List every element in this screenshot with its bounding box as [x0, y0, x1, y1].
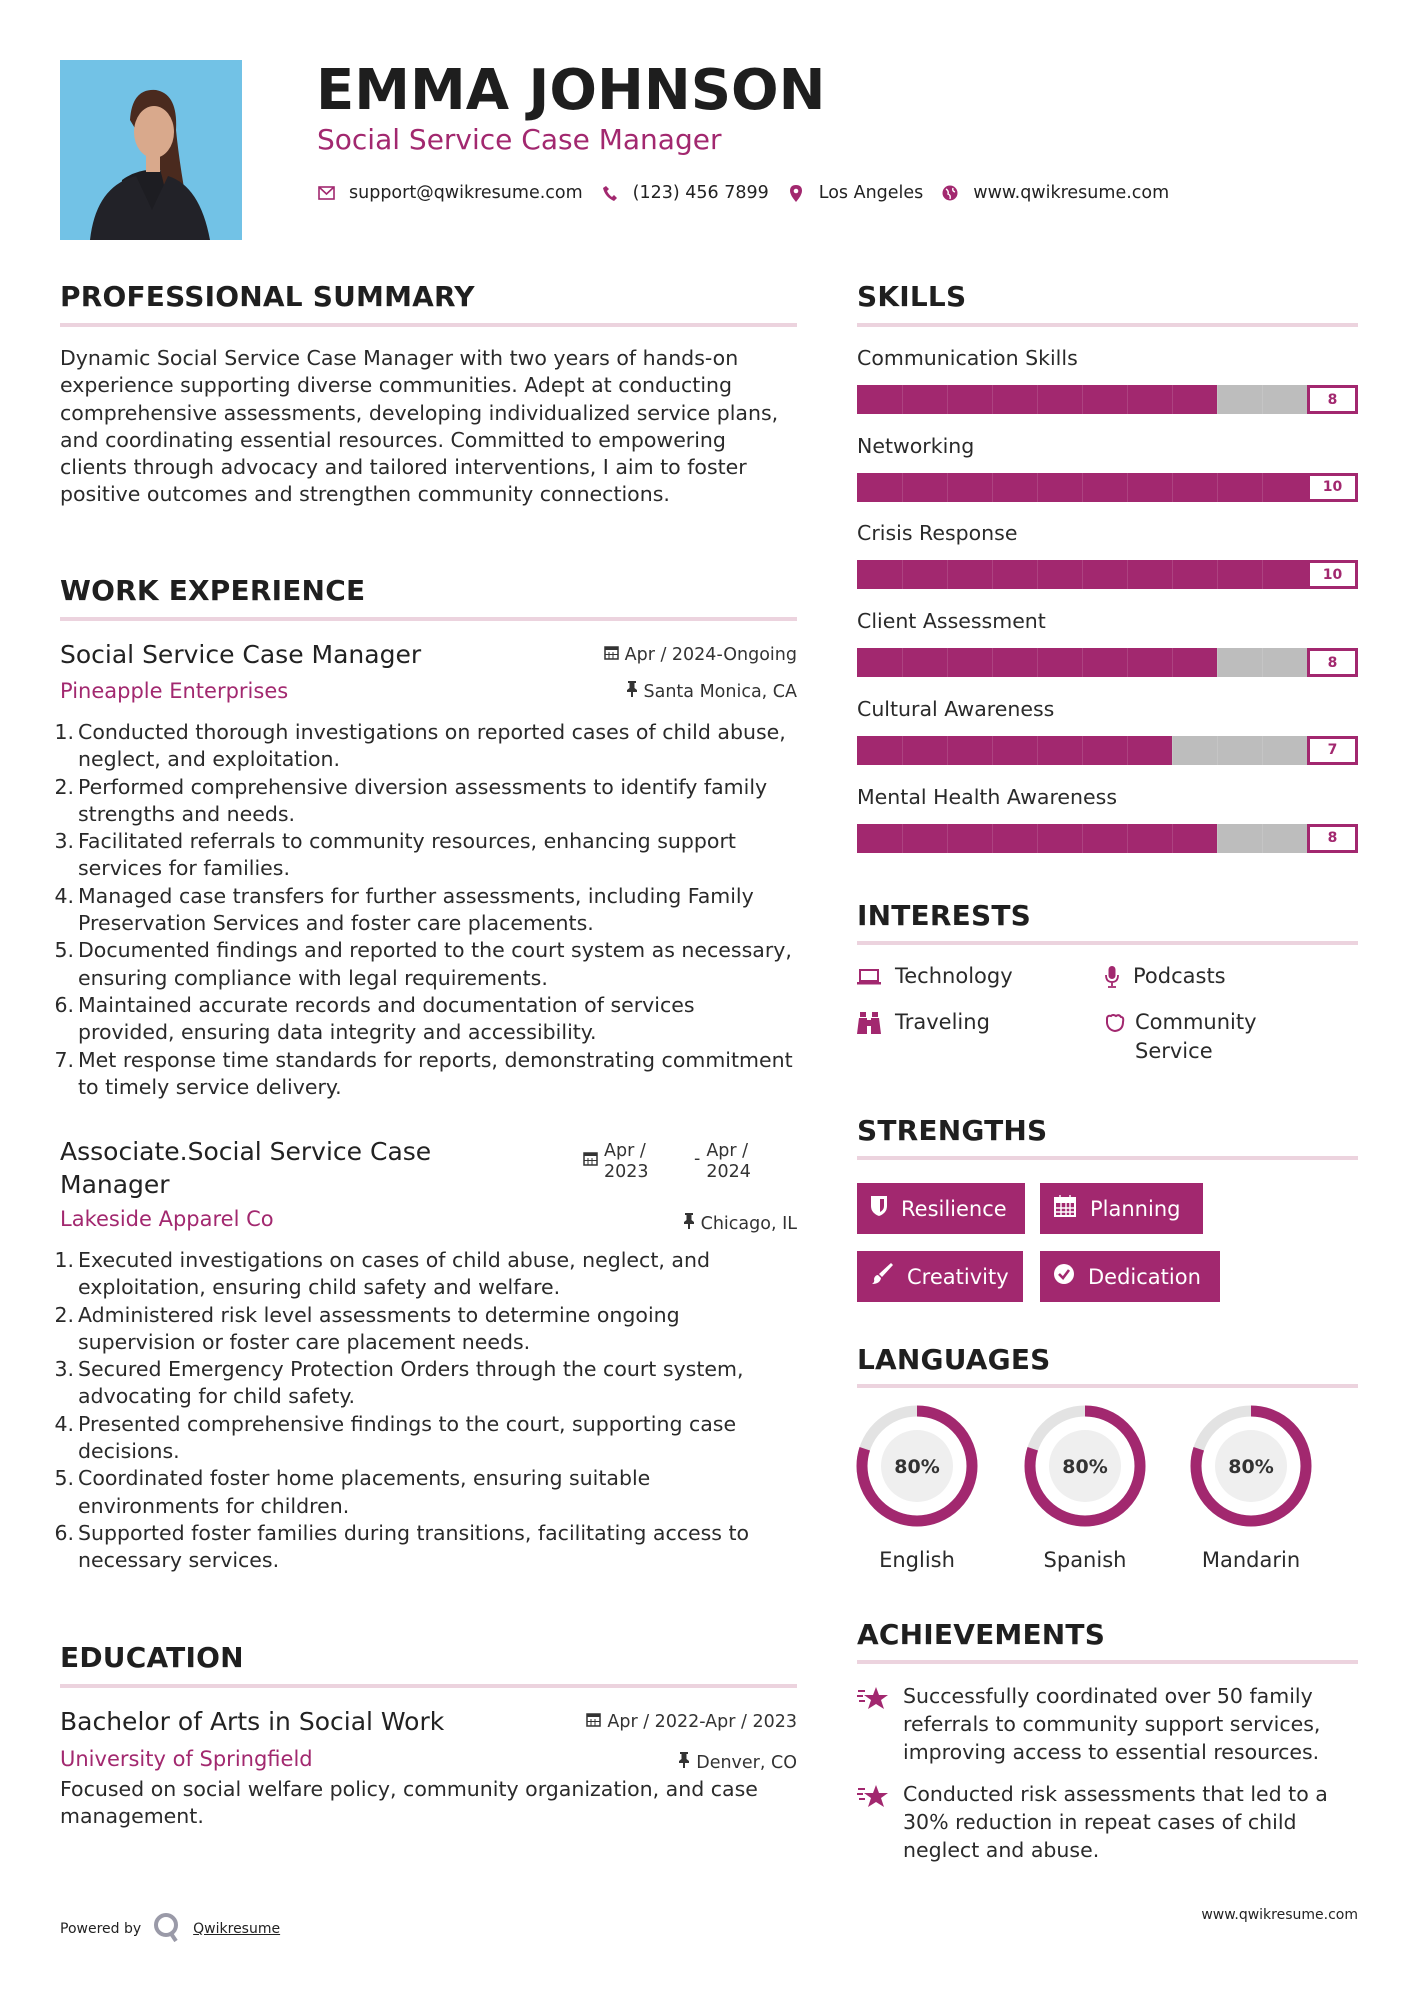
skill-bar-segment	[1217, 385, 1218, 414]
duty-number: 4.	[54, 883, 74, 908]
skill-bar-segment	[992, 385, 993, 414]
footer-brand	[60, 1912, 280, 1946]
skill-bar-segment	[1127, 736, 1128, 765]
job-date-separator: -	[694, 1149, 701, 1169]
interest-item	[857, 1008, 990, 1037]
qwikresume-link[interactable]: Qwikresume	[193, 1921, 281, 1937]
skill-label: Client Assessment	[857, 609, 1046, 634]
skill-bar-segment	[1082, 736, 1083, 765]
contact-location: Los Angeles	[818, 183, 924, 203]
education-divider	[60, 1684, 797, 1688]
pushpin-icon	[683, 1212, 695, 1236]
skills-divider	[857, 323, 1358, 327]
strength-label: Planning	[1090, 1196, 1181, 1221]
skill-bar-segment	[902, 473, 903, 502]
languages-heading: LANGUAGES	[857, 1343, 1051, 1376]
skill-bar-segment	[1037, 824, 1038, 853]
education-entry	[60, 1705, 797, 1831]
skill-bar-segment	[992, 648, 993, 677]
job-company: Pineapple Enterprises	[60, 679, 289, 703]
language-ring	[855, 1404, 979, 1528]
skill-bar-segment	[1217, 560, 1218, 589]
duty-text: Performed comprehensive diversion assessments to identify family strengths and needs.	[78, 774, 768, 826]
duty-number: 5.	[54, 1466, 74, 1491]
experience-divider	[60, 617, 797, 621]
skill-bar-segment	[992, 560, 993, 589]
skill-bar-segment	[1082, 560, 1083, 589]
duty-item	[54, 774, 797, 829]
skill-score: 10	[1307, 473, 1358, 502]
skill-bar-segment	[1082, 385, 1083, 414]
education-date-text: Apr / 2022-Apr / 2023	[607, 1712, 797, 1732]
job-date-end: Apr / 2024	[706, 1141, 751, 1182]
skill-bar-segment	[947, 824, 948, 853]
skill-bar-segment	[1262, 560, 1263, 589]
interest-item	[1105, 1008, 1305, 1066]
duty-text: Maintained accurate records and documentation of services provided, ensuring data integrity and accessibility.	[78, 992, 695, 1045]
skill-bar-segment	[947, 736, 948, 765]
skill-bar-segment	[992, 736, 993, 765]
star-award-icon	[857, 1683, 903, 1766]
achievements-list	[857, 1683, 1358, 1865]
duty-item	[54, 992, 797, 1047]
job-date	[583, 1141, 762, 1183]
strength-tag	[1040, 1251, 1220, 1302]
contact-bar	[317, 181, 1187, 205]
footer-website[interactable]: www.qwikresume.com	[1201, 1907, 1358, 1923]
interests-divider	[857, 941, 1358, 945]
powered-by-text: Powered by	[60, 1921, 142, 1937]
degree: Bachelor of Arts in Social Work	[60, 1707, 445, 1736]
education-heading: EDUCATION	[60, 1641, 244, 1674]
strengths-divider	[857, 1156, 1358, 1160]
skill-label: Networking	[857, 433, 975, 458]
skill-label: Communication Skills	[857, 346, 1078, 370]
strength-label: Creativity	[907, 1264, 1009, 1289]
skill-bar-fill	[857, 736, 1172, 765]
skill-bar-segment	[1082, 824, 1083, 853]
interest-item	[1105, 962, 1226, 991]
contact-email[interactable]: support@qwikresume.com	[349, 183, 583, 203]
language-item	[1023, 1404, 1147, 1574]
skill-bar-segment	[1262, 473, 1263, 502]
skill-score: 8	[1307, 385, 1358, 414]
language-label: Spanish	[1043, 1548, 1127, 1572]
skill-bar-segment	[1082, 473, 1083, 502]
skill-bar-segment	[1082, 648, 1083, 677]
duty-item	[54, 937, 797, 992]
duty-number: 6.	[54, 1520, 74, 1545]
achievement-item	[857, 1683, 1358, 1766]
check-circle-icon	[1054, 1264, 1074, 1289]
language-item	[1189, 1404, 1313, 1574]
job-location-text: Santa Monica, CA	[643, 682, 797, 702]
skill-bar-segment	[1127, 385, 1128, 414]
duty-text: Presented comprehensive findings to the court, supporting case decisions.	[78, 1411, 737, 1464]
skill-bar-segment	[902, 385, 903, 414]
microphone-icon	[1105, 962, 1123, 991]
job-date-text: Apr / 2024-Ongoing	[624, 645, 797, 665]
duty-text: Conducted thorough investigations on reported cases of child abuse, neglect, and exploitation.	[78, 720, 786, 772]
interest-label: Traveling	[895, 1010, 990, 1034]
skill-bar-segment	[902, 560, 903, 589]
skill-bar-segment	[1217, 648, 1218, 677]
education-location	[678, 1751, 797, 1775]
skill-bar-segment	[992, 824, 993, 853]
skill-bar-segment	[1127, 473, 1128, 502]
job-entry	[54, 638, 797, 1101]
skill-bar-segment	[1217, 473, 1218, 502]
skill-bar	[857, 560, 1358, 589]
duty-item	[54, 1465, 797, 1520]
skills-heading: SKILLS	[857, 280, 967, 313]
globe-icon	[941, 184, 959, 202]
skill-bar-segment	[902, 824, 903, 853]
skill-bar-segment	[1037, 648, 1038, 677]
hand-fist-icon	[1105, 1008, 1125, 1037]
duty-item	[54, 828, 797, 883]
language-label: Mandarin	[1201, 1548, 1301, 1572]
summary-heading: PROFESSIONAL SUMMARY	[60, 280, 475, 313]
skill-bar	[857, 736, 1358, 765]
skill-bar	[857, 473, 1358, 502]
job-title: Social Service Case Manager	[60, 640, 422, 669]
strength-label: Resilience	[901, 1196, 1007, 1221]
laptop-icon	[857, 962, 885, 991]
duty-item	[54, 1302, 797, 1357]
skill-bar-segment	[1262, 385, 1263, 414]
achievement-text: Conducted risk assessments that led to a 30% reduction in repeat cases of child neglect and abuse.	[903, 1782, 1328, 1862]
achievements-heading: ACHIEVEMENTS	[857, 1618, 1106, 1651]
duty-item	[54, 883, 797, 938]
duty-number: 5.	[54, 938, 74, 963]
job-location	[683, 1212, 797, 1236]
skill-bar-segment	[902, 736, 903, 765]
phone-icon	[601, 184, 619, 202]
map-marker-icon	[787, 184, 805, 202]
skill-score: 8	[1307, 648, 1358, 677]
skill-bar	[857, 824, 1358, 853]
skill-bar-segment	[1127, 560, 1128, 589]
skill-bar-segment	[1127, 824, 1128, 853]
binoculars-icon	[857, 1008, 885, 1037]
skill-bar-segment	[1217, 736, 1218, 765]
strength-tag	[857, 1251, 1023, 1302]
interest-label: Community Service	[1135, 1010, 1257, 1063]
skill-bar	[857, 385, 1358, 414]
duty-text: Coordinated foster home placements, ensuring suitable environments for children.	[78, 1466, 651, 1518]
skill-bar-segment	[947, 648, 948, 677]
interests-heading: INTERESTS	[857, 899, 1031, 932]
calendar-icon	[583, 1151, 598, 1172]
skill-bar-segment	[1172, 648, 1173, 677]
language-ring	[1023, 1404, 1147, 1528]
duty-number: 3.	[54, 829, 74, 854]
skill-bar-segment	[1262, 824, 1263, 853]
job-date	[604, 643, 797, 667]
skill-bar-segment	[1172, 560, 1173, 589]
contact-phone[interactable]: (123) 456 7899	[632, 183, 769, 203]
skill-bar-segment	[1262, 736, 1263, 765]
duty-number: 6.	[54, 992, 74, 1017]
skill-label: Mental Health Awareness	[857, 784, 1118, 809]
strength-tag	[1040, 1183, 1203, 1234]
duty-item	[54, 719, 797, 774]
duty-number: 4.	[54, 1411, 74, 1436]
calendar-icon	[604, 643, 619, 667]
duty-text: Managed case transfers for further assessments, including Family Preservation Services and foster care placements.	[78, 883, 754, 936]
interest-label: Technology	[895, 964, 1013, 988]
duty-item	[54, 1520, 797, 1575]
skill-bar-segment	[1172, 736, 1173, 765]
job-location-text: Chicago, IL	[700, 1214, 797, 1234]
profile-photo	[60, 60, 242, 240]
strength-label: Dedication	[1088, 1264, 1201, 1289]
contact-website[interactable]: www.qwikresume.com	[973, 183, 1170, 203]
duty-text: Secured Emergency Protection Orders through the court system, advocating for child safety.	[78, 1357, 744, 1409]
interest-item	[857, 962, 1013, 991]
calendar-icon	[1054, 1195, 1076, 1222]
experience-heading: WORK EXPERIENCE	[60, 574, 366, 607]
skill-bar-segment	[1172, 473, 1173, 502]
language-item	[855, 1404, 979, 1574]
pushpin-icon	[678, 1751, 690, 1775]
strengths-heading: STRENGTHS	[857, 1114, 1048, 1147]
achievements-divider	[857, 1660, 1358, 1664]
strength-tag	[857, 1183, 1025, 1234]
language-percent: 80%	[894, 1456, 940, 1478]
duty-item	[54, 1411, 797, 1466]
achievement-text: Successfully coordinated over 50 family referrals to community support services, improving access to essential resources.	[903, 1684, 1321, 1764]
duty-number: 1.	[54, 1248, 74, 1272]
skills-list	[857, 345, 1358, 865]
duty-number: 7.	[54, 1047, 74, 1072]
language-ring	[1189, 1404, 1313, 1528]
job-title: Associate.Social Service Case Manager	[60, 1137, 432, 1199]
job-location	[626, 680, 798, 704]
skill-bar-segment	[1262, 648, 1263, 677]
skill-bar-segment	[1172, 385, 1173, 414]
duty-text: Met response time standards for reports, demonstrating commitment to timely service delivery.	[78, 1047, 793, 1099]
skill-bar-segment	[1037, 385, 1038, 414]
calendar-icon	[586, 1710, 601, 1734]
duty-item	[54, 1247, 797, 1302]
skill-label: Cultural Awareness	[857, 696, 1055, 721]
job-date-start: Apr / 2023	[604, 1141, 649, 1182]
candidate-name: EMMA JOHNSON	[316, 58, 826, 123]
duty-text: Facilitated referrals to community resources, enhancing support services for families.	[78, 829, 736, 881]
education-description: Focused on social welfare policy, community organization, and case management.	[60, 1777, 758, 1829]
job-entry	[54, 1135, 797, 1575]
skill-label: Crisis Response	[857, 521, 1018, 546]
star-award-icon	[857, 1781, 903, 1864]
skill-bar-segment	[1127, 648, 1128, 677]
pushpin-icon	[626, 680, 638, 704]
skill-bar-segment	[1037, 736, 1038, 765]
language-percent: 80%	[1062, 1456, 1108, 1478]
duty-text: Administered risk level assessments to determine ongoing supervision or foster care placement needs.	[78, 1302, 680, 1354]
duty-item	[54, 1047, 797, 1102]
achievement-item	[857, 1781, 1358, 1864]
interest-label: Podcasts	[1133, 964, 1226, 988]
summary-divider	[60, 323, 797, 327]
languages-divider	[857, 1384, 1358, 1388]
school: University of Springfield	[60, 1747, 313, 1771]
qwikresume-logo-icon	[153, 1912, 181, 1946]
skill-bar	[857, 648, 1358, 677]
job-company: Lakeside Apparel Co	[60, 1207, 274, 1231]
skill-bar-segment	[1172, 824, 1173, 853]
shield-icon	[871, 1196, 887, 1221]
duty-text: Documented findings and reported to the court system as necessary, ensuring compliance with legal requirements.	[78, 938, 792, 990]
language-percent: 80%	[1228, 1456, 1274, 1478]
job-duties	[54, 719, 797, 1101]
education-date	[586, 1710, 797, 1734]
skill-score: 8	[1307, 824, 1358, 853]
summary-text: Dynamic Social Service Case Manager with two years of hands-on experience supporting diverse communities. Adept at conducting comprehensive assessments, developing individualized service plans, and coordinating essential resources. Committed to empowering clients through advocacy and tailored interventions, I aim to foster positive outcomes and strengthen community connections.	[60, 346, 779, 507]
skill-score: 7	[1307, 736, 1358, 765]
education-location-text: Denver, CO	[696, 1753, 797, 1773]
candidate-title: Social Service Case Manager	[317, 123, 722, 156]
skill-bar-segment	[1037, 560, 1038, 589]
envelope-icon	[317, 184, 335, 202]
skill-bar-segment	[947, 385, 948, 414]
skill-bar-segment	[1217, 824, 1218, 853]
duty-text: Executed investigations on cases of child abuse, neglect, and exploitation, ensuring child safety and welfare.	[78, 1248, 710, 1300]
skill-score: 10	[1307, 560, 1358, 589]
duty-number: 2.	[54, 774, 74, 799]
job-duties	[54, 1247, 797, 1575]
skill-bar-segment	[947, 473, 948, 502]
language-label: English	[879, 1548, 955, 1572]
duty-number: 3.	[54, 1357, 74, 1382]
duty-number: 2.	[54, 1302, 74, 1327]
paintbrush-icon	[871, 1263, 893, 1290]
skill-bar-segment	[902, 648, 903, 677]
skill-bar-segment	[1037, 473, 1038, 502]
duty-text: Supported foster families during transitions, facilitating access to necessary services.	[78, 1520, 750, 1573]
duty-item	[54, 1356, 797, 1411]
skill-bar-segment	[947, 560, 948, 589]
duty-number: 1.	[54, 720, 74, 744]
skill-bar-segment	[992, 473, 993, 502]
